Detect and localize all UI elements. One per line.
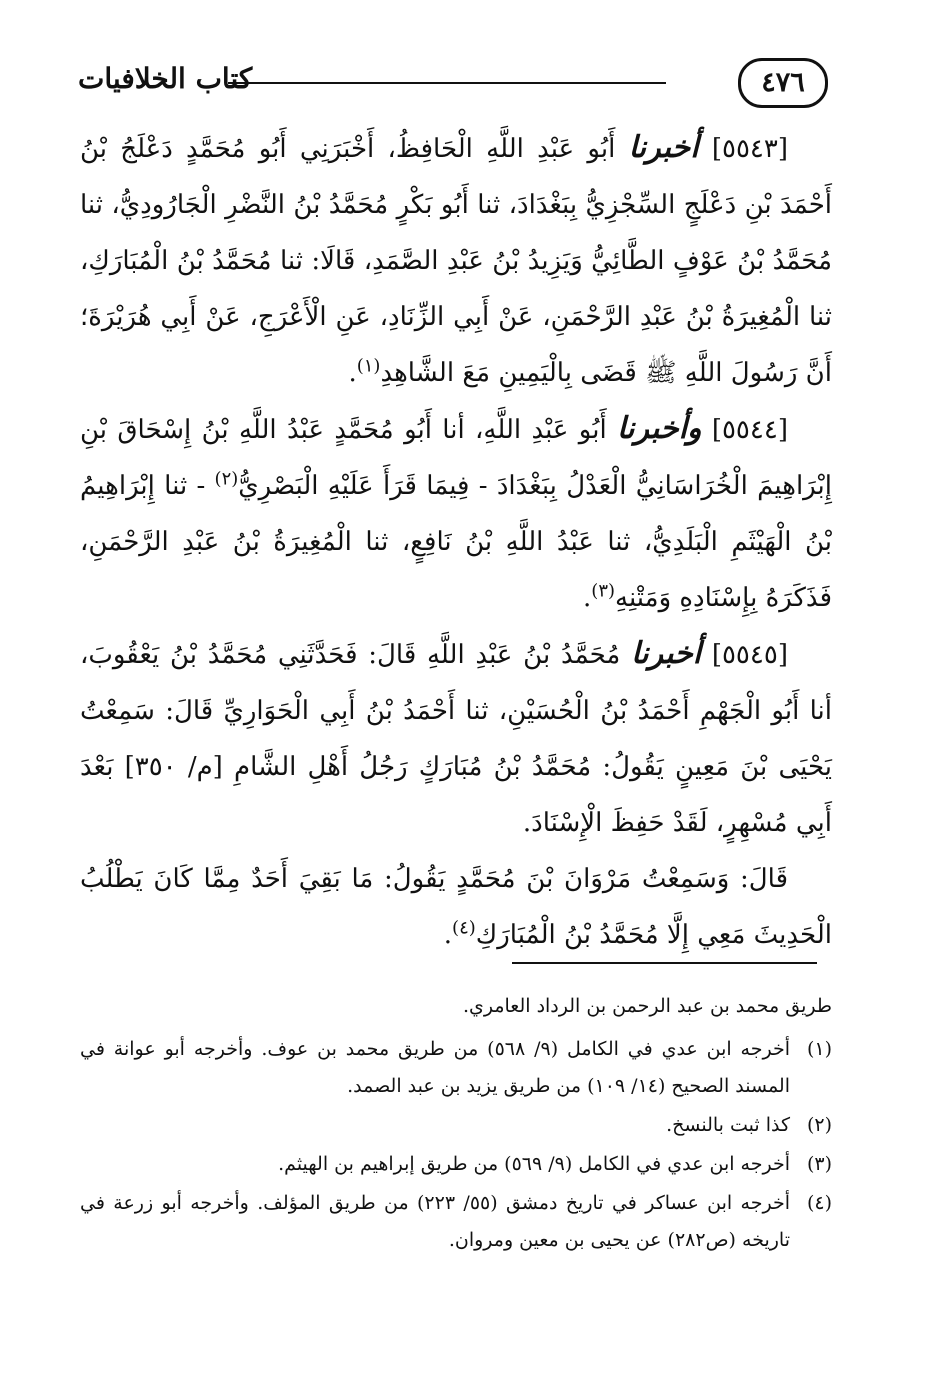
hadith-text-cont: - ثنا إِبْرَاهِيمُ بْنُ الْهَيْثَمِ الْبَلَدِيُّ، ثنا عَبْدُ اللَّهِ بْنُ نَافِعٍ، ثنا الْمُغِيرَةُ بْنُ عَبْدِ الرَّحْمَنِ، فَذَكَرَهُ بِإِسْنَادِهِ وَمَتْنِهِ — [80, 471, 832, 613]
footnote-number: (١) — [806, 1038, 832, 1060]
hadith-number: [٥٥٤٤] — [701, 415, 788, 445]
footnote-text: أخرجه ابن عدي في الكامل (٩/ ٥٦٩) من طريق إبراهيم بن الهيثم. — [278, 1153, 790, 1175]
footnote-separator — [512, 962, 817, 964]
footnote-number: (٣) — [806, 1153, 832, 1175]
footnote-ref: (٤) — [452, 917, 476, 939]
footnote-number: (٤) — [806, 1192, 832, 1214]
sentence-end: . — [583, 583, 592, 613]
chain-lead-word: أخبرنا — [628, 130, 699, 165]
footnote-text: أخرجه ابن عدي في الكامل (٩/ ٥٦٨) من طريق محمد بن عوف. وأخرجه أبو عوانة في المسند الصحيح (١٤/ ١٠٩) من طريق يزيد بن عبد الصمد. — [80, 1038, 790, 1097]
chain-lead-word: أخبرنا — [631, 636, 702, 671]
header-rule — [228, 82, 666, 84]
hadith-text-cont: بَعْدَ أَبِي مُسْهِرٍ، لَقَدْ حَفِظَ الْإِسْنَادَ. — [80, 752, 832, 838]
sentence-end: . — [348, 358, 357, 388]
narration-text: قَالَ: وَسَمِعْتُ مَرْوَانَ بْنَ مُحَمَّدٍ يَقُولُ: مَا بَقِيَ أَحَدٌ مِمَّا كَانَ يَطْلُبُ الْحَدِيثَ مَعِي إِلَّا مُحَمَّدُ بْنُ الْمُبَارَكِ — [80, 864, 832, 950]
footnotes-section — [80, 988, 832, 1261]
hadith-text: مُحَمَّدُ بْنُ عَبْدِ اللَّهِ قَالَ: فَحَدَّثَنِي مُحَمَّدُ بْنُ يَعْقُوبَ، أنا أَبُو الْجَهْمِ أَحْمَدُ بْنُ الْحُسَيْنِ، ثنا أَحْمَدُ بْنُ أَبِي الْحَوَارِيِّ قَالَ: سَمِعْتُ يَحْيَى بْنَ مَعِينٍ يَقُولُ: مُحَمَّدُ بْنُ مُبَارَكٍ رَجُلُ أَهْلِ الشَّامِ — [80, 640, 832, 782]
footnote-number: (٢) — [806, 1114, 832, 1136]
chain-lead-word: وأخبرنا — [617, 411, 702, 446]
footnote-ref: (١) — [356, 355, 381, 377]
sentence-end: . — [443, 920, 453, 950]
footnote-ref: (٣) — [591, 580, 616, 602]
narration-paragraph — [80, 851, 832, 963]
hadith-paragraph-5543 — [80, 120, 832, 401]
hadith-paragraph-5544 — [80, 401, 832, 626]
footnote-continuation: طريق محمد بن عبد الرحمن بن الرداد العامري. — [462, 995, 832, 1017]
manuscript-margin-note: [م/ ٣٥٠] — [113, 752, 234, 782]
footnote-item — [80, 1107, 832, 1144]
footnote-text: أخرجه ابن عساكر في تاريخ دمشق (٥٥/ ٢٢٣) من طريق المؤلف. وأخرجه أبو زرعة في تاريخه (ص٢٨٢) عن يحيى بن معين ومروان. — [80, 1192, 790, 1251]
main-text — [80, 120, 832, 963]
hadith-number: [٥٥٤٥] — [701, 640, 788, 670]
hadith-text: أَبُو عَبْدِ اللَّهِ الْحَافِظُ، أَخْبَرَنِي أَبُو مُحَمَّدٍ دَعْلَجُ بْنُ أَحْمَدَ بْنِ دَعْلَجٍ السِّجْزِيُّ بِبَغْدَادَ، ثنا أَبُو بَكْرٍ مُحَمَّدُ بْنُ النَّضْرِ الْجَارُودِيُّ، ثنا مُحَمَّدُ بْنُ عَوْفٍ الطَّائِيُّ وَيَزِيدُ بْنُ عَبْدِ الصَّمَدِ، قَالَا: ثنا مُحَمَّدُ بْنُ الْمُبَارَكِ، ثنا الْمُغِيرَةُ بْنُ عَبْدِ الرَّحْمَنِ، عَنْ أَبِي الزِّنَادِ، عَنِ الْأَعْرَجِ، عَنْ أَبِي هُرَيْرَةَ؛ أَنَّ رَسُولَ اللَّهِ ﷺ قَضَى بِالْيَمِينِ مَعَ الشَّاهِدِ — [80, 134, 832, 388]
footnote-ref: (٢) — [214, 468, 239, 490]
page-number-badge: ٤٧٦ — [738, 58, 828, 108]
hadith-number: [٥٥٤٣] — [698, 134, 788, 164]
hadith-paragraph-5545 — [80, 626, 832, 851]
footnote-text: كذا ثبت بالنسخ. — [666, 1114, 790, 1136]
footnote-item — [80, 1031, 832, 1105]
footnote-item — [80, 1185, 832, 1259]
book-title: كتاب الخلافيات — [78, 62, 253, 95]
footnote-item — [80, 1146, 832, 1183]
hadith-text: أَبُو عَبْدِ اللَّهِ، أنا أَبُو مُحَمَّدٍ عَبْدُ اللَّهِ بْنُ إِسْحَاقَ بْنِ إِبْرَاهِيمَ الْخُرَاسَانِيُّ الْعَدْلُ بِبَغْدَادَ - فِيمَا قَرَأَ عَلَيْهِ الْبَصْرِيُّ — [80, 415, 832, 501]
page-header — [78, 58, 828, 108]
